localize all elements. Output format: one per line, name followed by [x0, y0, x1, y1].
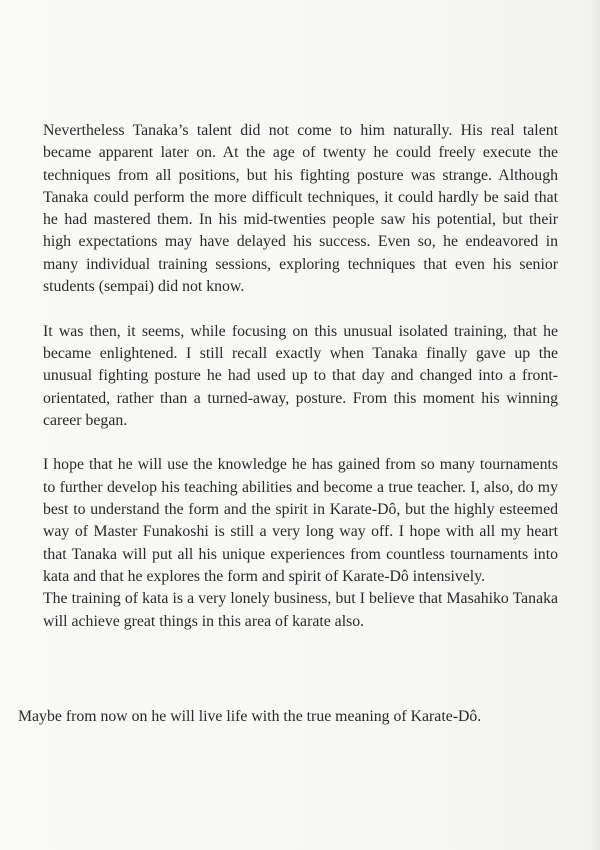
paragraph-kata-training: The training of kata is a very lonely business, but I believe that Masahiko Tanaka will achieve great things in this area of karate also.: [43, 590, 558, 630]
body-text: [43, 120, 558, 633]
closing-line: Maybe from now on he will live life with the true meaning of Karate-Dô.: [18, 708, 482, 725]
paragraph-teaching-hopes: I hope that he will use the knowledge he has gained from so many tournaments to further develop his teaching abilities and become a true teacher. I, also, do my best to understand the form and the spirit in Karate-Dô, but the highly esteemed way of Master Funakoshi is still a very long way off. I hope with all my heart that Tanaka will put all his unique experiences from countless tournaments into kata and that he explores the form and spirit of Karate-Dô intensively.: [43, 456, 558, 585]
paragraph-tanaka-talent: Nevertheless Tanaka’s talent did not come to him naturally. His real talent became apparent later on. At the age of twenty he could freely execute the techniques from all positions, but his fighting posture was strange. Although Tanaka could perform the more difficult techniques, it could hardly be said that he had mastered them. In his mid-twenties people saw his potential, but their high expectations may have delayed his success. Even so, he endeavored in many individual training sessions, exploring techniques that even his senior students (sempai) did not know.: [43, 122, 558, 296]
paragraph-enlightenment: It was then, it seems, while focusing on this unusual isolated training, that he became enlightened. I still recall exactly when Tanaka finally gave up the unusual fighting posture he had used up to that day and changed into a front-orientated, rather than a turned-away, posture. From this moment his winning career began.: [43, 322, 558, 429]
